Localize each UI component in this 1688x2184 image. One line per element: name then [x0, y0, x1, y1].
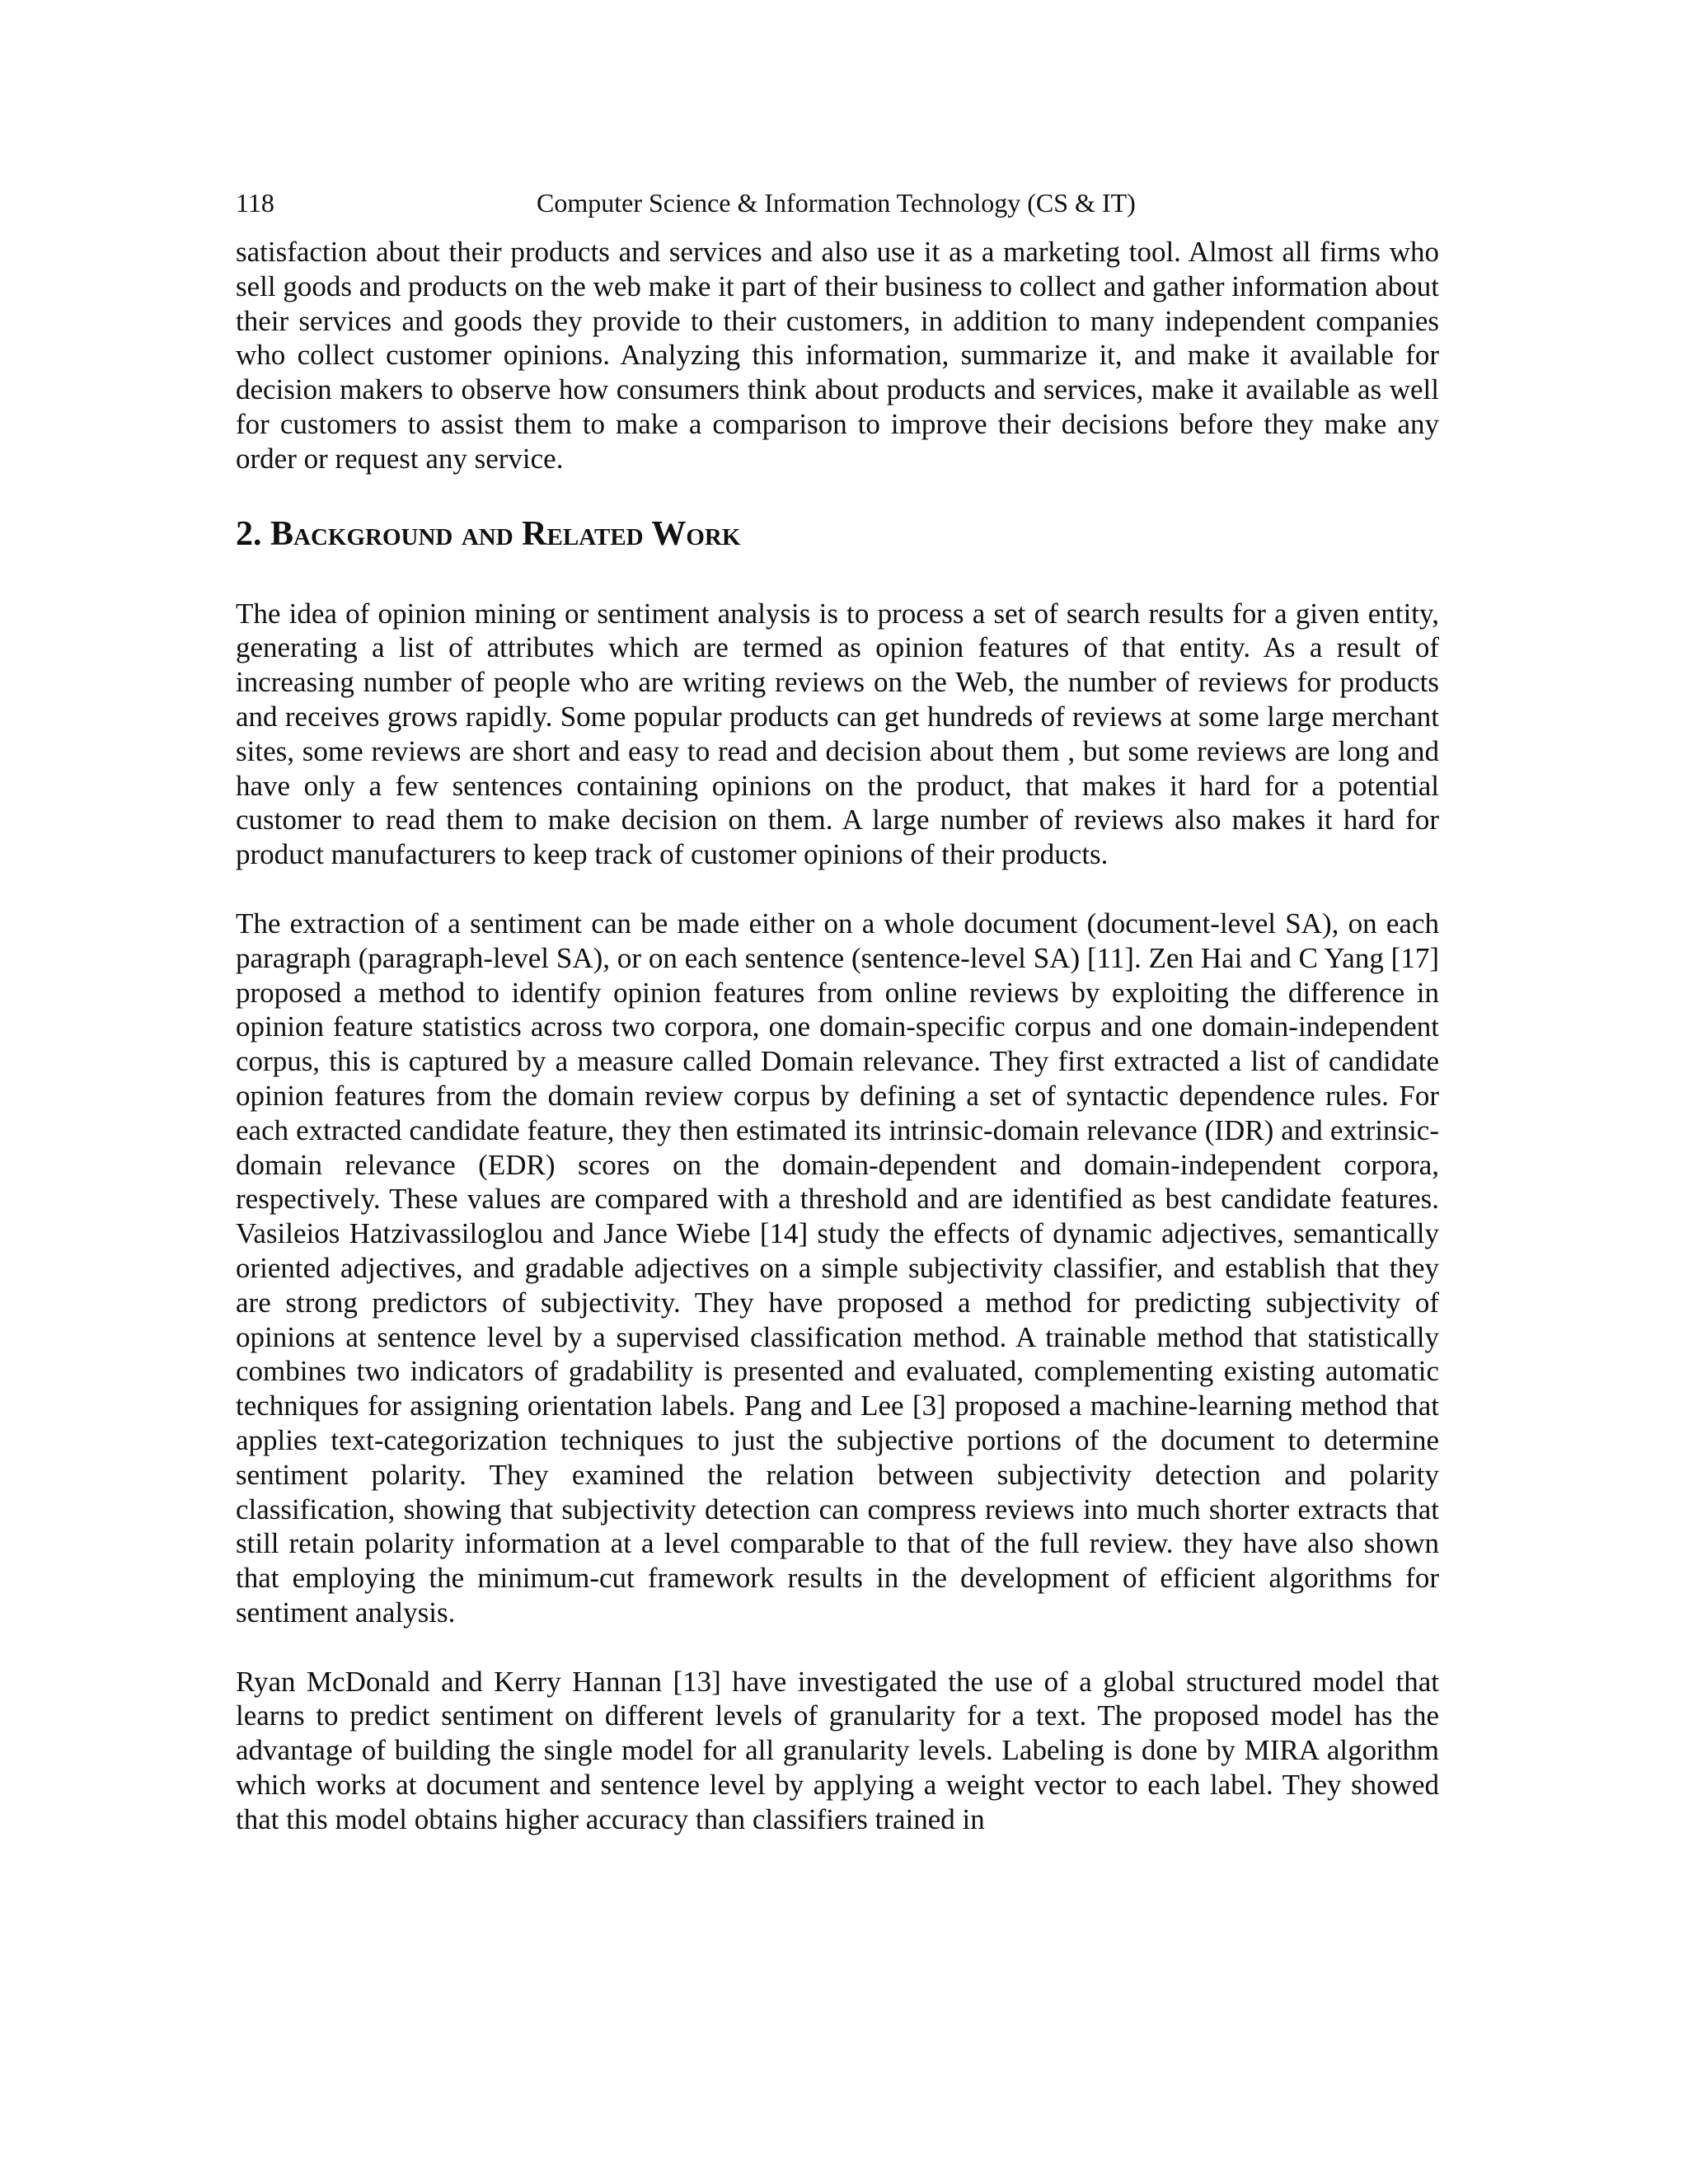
section-heading: 2. Background and Related Work — [236, 514, 741, 553]
journal-title: Computer Science & Information Technology (CS & IT) — [537, 188, 1136, 218]
background-paragraph-2: The extraction of a sentiment can be made either on a whole document (document-level SA), on each paragraph (paragraph-level SA), or on each sentence (sentence-level SA) [11]. Zen Hai and C Yang [17] proposed a method to identify opinion features from online reviews by exploiting the difference in opinion feature statistics across two corpora, one domain-specific corpus and one domain-independent corpus, this is captured by a measure called Domain relevance. They first extracted a list of candidate opinion features from the domain review corpus by defining a set of syntactic dependence rules. For each extracted candidate feature, they then estimated its intrinsic-domain relevance (IDR) and extrinsic-domain relevance (EDR) scores on the domain-dependent and domain-independent corpora, respectively. These values are compared with a threshold and are identified as best candidate features. Vasileios Hatzivassiloglou and Jance Wiebe [14] study the effects of dynamic adjectives, semantically oriented adjectives, and gradable adjectives on a simple subjectivity classifier, and establish that they are strong predictors of subjectivity. They have proposed a method for predicting subjectivity of opinions at sentence level by a supervised classification method. A trainable method that statistically combines two indicators of gradability is presented and evaluated, complementing existing automatic techniques for assigning orientation labels. Pang and Lee [3] proposed a machine-learning method that applies text-categorization techniques to just the subjective portions of the document to determine sentiment polarity. They examined the relation between subjectivity detection and polarity classification, showing that subjectivity detection can compress reviews into much shorter extracts that still retain polarity information at a level comparable to that of the full review. they have also shown that employing the minimum-cut framework results in the development of efficient algorithms for sentiment analysis. — [236, 907, 1439, 1629]
running-header — [236, 183, 1439, 223]
background-paragraph-3: Ryan McDonald and Kerry Hannan [13] have investigated the use of a global structured model that learns to predict sentiment on different levels of granularity for a text. The proposed model has the advantage of building the single model for all granularity levels. Labeling is done by MIRA algorithm which works at document and sentence level by applying a weight vector to each label. They showed that this model obtains higher accuracy than classifiers trained in — [236, 1665, 1439, 1835]
body-text — [236, 235, 1439, 1837]
intro-paragraph: satisfaction about their products and services and also use it as a marketing tool. Almost all firms who sell goods and products on the web make it part of their business to collect and gather information about their services and goods they provide to their customers, in addition to many independent companies who collect customer opinions. Analyzing this information, summarize it, and make it available for decision makers to observe how consumers think about products and services, make it available as well for customers to assist them to make a comparison to improve their decisions before they make any order or request any service. — [236, 236, 1439, 475]
page-number: 118 — [236, 188, 274, 218]
background-paragraph-1: The idea of opinion mining or sentiment analysis is to process a set of search results for a given entity, generating a list of attributes which are termed as opinion features of that entity. As a result of increasing number of people who are writing reviews on the Web, the number of reviews for products and receives grows rapidly. Some popular products can get hundreds of reviews at some large merchant sites, some reviews are short and easy to read and decision about them , but some reviews are long and have only a few sentences containing opinions on the product, that makes it hard for a potential customer to read them to make decision on them. A large number of reviews also makes it hard for product manufacturers to keep track of customer opinions of their products. — [236, 597, 1439, 871]
